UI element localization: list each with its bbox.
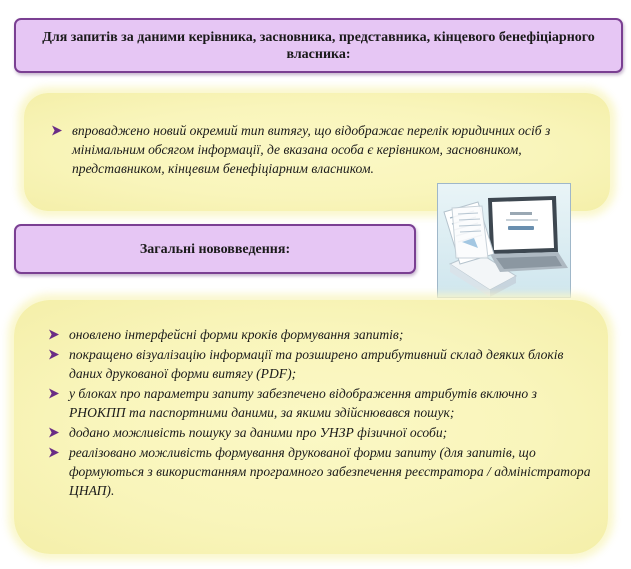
list-item-text: додано можливість пошуку за даними про УНЗР фізичної особи; [69, 425, 448, 440]
list-item-text: у блоках про параметри запиту забезпечено відображення атрибутів включно з РНОКПП та паспортними даними, за якими здійснювався пошук; [69, 386, 537, 420]
section1-title [14, 18, 623, 73]
section1-list [51, 121, 607, 179]
arrow-bullet-icon [48, 447, 60, 458]
section2-title [14, 224, 416, 274]
laptop-icon [438, 184, 570, 297]
arrow-bullet-icon [48, 427, 60, 438]
list-item-text: реалізовано можливість формування друкованої форми запиту (для запитів, що формуються з використанням програмного забезпечення реєстратора / адміністратора ЦНАП). [69, 445, 591, 498]
list-item [48, 325, 596, 344]
list-item-text: оновлено інтерфейсні форми кроків формування запитів; [69, 327, 404, 342]
arrow-bullet-icon [48, 329, 60, 340]
list-item [48, 423, 596, 442]
list-item [48, 345, 596, 383]
section2-list [48, 325, 596, 501]
list-item [48, 384, 596, 422]
section2-title-text: Загальні нововведення: [139, 241, 291, 257]
section1-title-text: Для запитів за даними керівника, засновника, представника, кінцевого бенефіціарного власника: [42, 29, 595, 62]
list-item-text: впроваджено новий окремий тип витягу, що відображає перелік юридичних осіб з мінімальним обсягом інформації, де вказана особа є керівником, засновником, представником, кінцевим бенефіціарним власником. [72, 123, 551, 176]
arrow-bullet-icon [48, 349, 60, 360]
list-item-text: покращено візуалізацію інформації та розширено атрибутивний склад деяких блоків даних друкованої форми витягу (PDF); [69, 347, 564, 381]
laptop-documents-illustration [437, 183, 571, 298]
section2-panel [14, 300, 608, 554]
arrow-bullet-icon [51, 125, 63, 136]
list-item [51, 121, 607, 178]
arrow-bullet-icon [48, 388, 60, 399]
list-item [48, 443, 596, 500]
